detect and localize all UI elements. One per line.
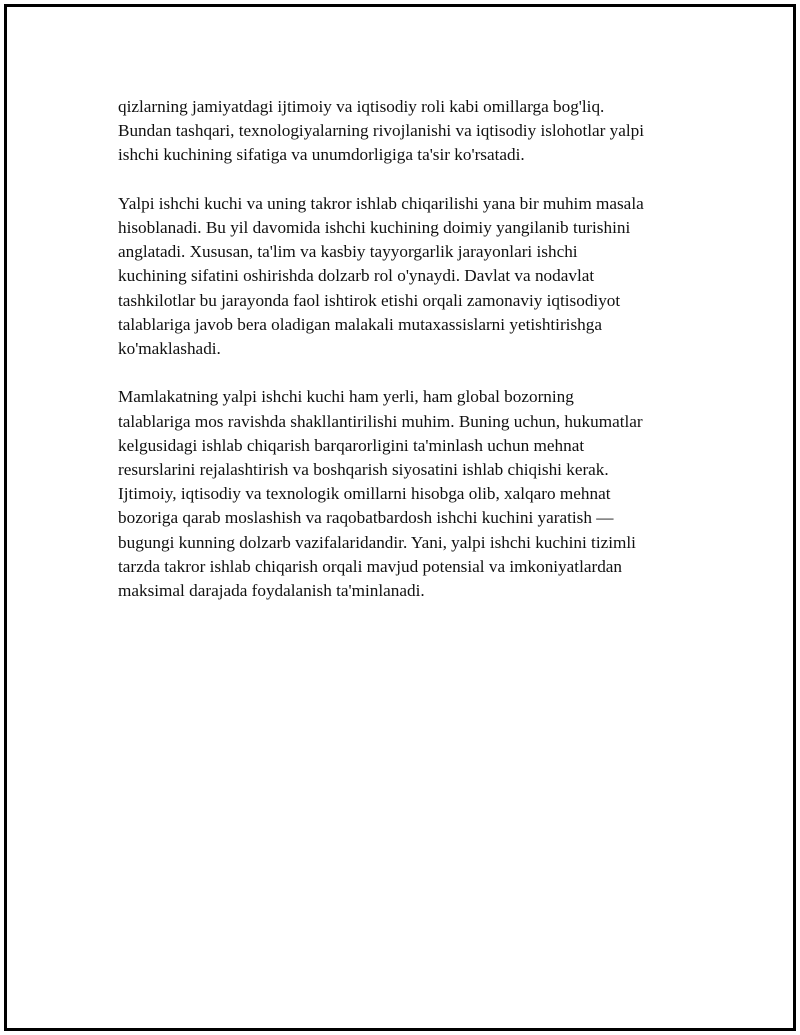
text-line: kuchining sifatini oshirishda dolzarb rol o'ynaydi. Davlat va nodavlat <box>118 266 595 286</box>
text-line: talablariga javob bera oladigan malakali mutaxassislarni yetishtirishga <box>118 314 602 334</box>
text-line: tashkilotlar bu jarayonda faol ishtirok etishi orqali zamonaviy iqtisodiyot <box>118 290 621 310</box>
text-line: ko'maklashadi. <box>118 339 221 359</box>
text-line: tarzda takror ishlab chiqarish orqali mavjud potensial va imkoniyatlardan <box>118 556 623 576</box>
text-line: anglatadi. Xususan, ta'lim va kasbiy tayyorgarlik jarayonlari ishchi <box>118 242 578 262</box>
text-line: hisoblanadi. Bu yil davomida ishchi kuchining doimiy yangilanib turishini <box>118 218 631 237</box>
paragraph-1 <box>118 95 698 168</box>
text-line: kelgusidagi ishlab chiqarish barqarorligini ta'minlash uchun mehnat <box>118 435 585 455</box>
paragraph-2 <box>118 192 698 361</box>
document-body <box>118 95 698 627</box>
text-line: ishchi kuchining sifatiga va unumdorligiga ta'sir ko'rsatadi. <box>118 145 525 165</box>
text-line: Mamlakatning yalpi ishchi kuchi ham yerli, ham global bozorning <box>118 387 574 407</box>
text-line: resurslarini rejalashtirish va boshqarish siyosatini ishlab chiqishi kerak. <box>118 460 609 480</box>
text-line: maksimal darajada foydalanish ta'minlanadi. <box>118 581 425 601</box>
text-line: Bundan tashqari, texnologiyalarning rivojlanishi va iqtisodiy islohotlar yalpi <box>118 121 645 141</box>
document-page <box>4 4 796 1031</box>
text-line: talablariga mos ravishda shakllantirilishi muhim. Buning uchun, hukumatlar <box>118 411 643 431</box>
paragraph-3 <box>118 385 698 603</box>
text-line: Ijtimoiy, iqtisodiy va texnologik omillarni hisobga olib, xalqaro mehnat <box>118 484 611 504</box>
text-line: bozoriga qarab moslashish va raqobatbardosh ishchi kuchini yaratish — <box>118 508 614 528</box>
text-line: qizlarning jamiyatdagi ijtimoiy va iqtisodiy roli kabi omillarga bog'liq. <box>118 97 605 116</box>
text-line: bugungi kunning dolzarb vazifalaridandir. Yani, yalpi ishchi kuchini tizimli <box>118 532 636 552</box>
text-line: Yalpi ishchi kuchi va uning takror ishlab chiqarilishi yana bir muhim masala <box>118 193 644 213</box>
